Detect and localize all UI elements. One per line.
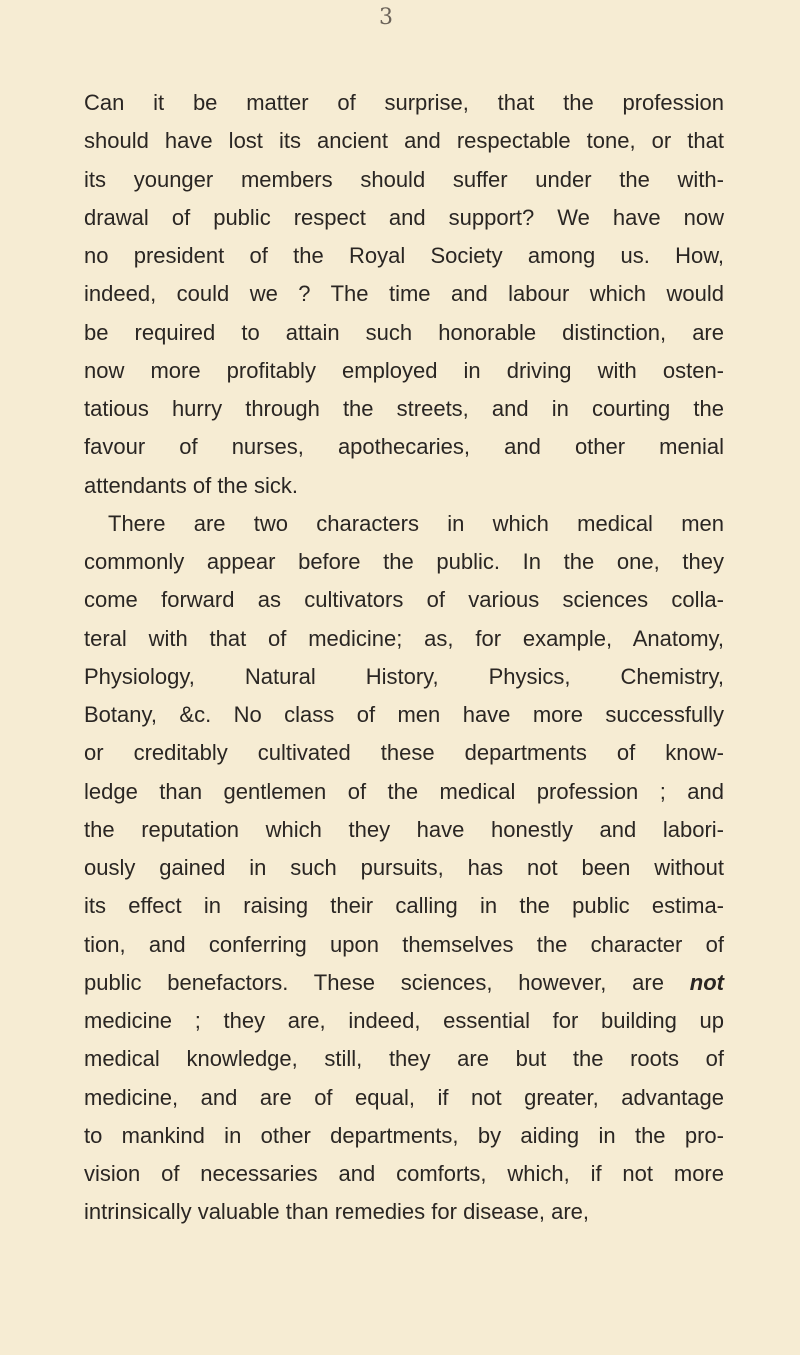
text-line: medicine ; they are, indeed, essential for building up — [84, 1008, 724, 1033]
text-line: its effect in raising their calling in the public estima- — [84, 893, 724, 919]
text-line: Botany, &c. No class of men have more successfully — [84, 702, 724, 727]
text-line: favour of nurses, apothecaries, and other menial — [84, 434, 724, 460]
text-segment: public benefactors. These sciences, however, are — [84, 969, 664, 995]
text-line: medical knowledge, still, they are but the roots of — [84, 1046, 724, 1072]
page-number: 3 — [379, 5, 393, 30]
text-line: Can it be matter of surprise, that the profession — [84, 90, 724, 115]
text-line: Physiology, Natural History, Physics, Chemistry, — [84, 663, 724, 689]
text-line: drawal of public respect and support? We have now — [84, 204, 724, 230]
text-line: to mankind in other departments, by aiding in the pro- — [84, 1122, 724, 1148]
text-line: be required to attain such honorable distinction, are — [84, 319, 724, 345]
text-line: no president of the Royal Society among us. How, — [84, 243, 724, 268]
text-line-with-emphasis — [84, 964, 724, 1002]
text-line: come forward as cultivators of various sciences colla- — [84, 587, 724, 613]
text-line: vision of necessaries and comforts, which, if not more — [84, 1161, 724, 1186]
text-line: ously gained in such pursuits, has not been without — [84, 855, 724, 880]
body-text — [84, 84, 724, 1232]
text-line: or creditably cultivated these departments of know- — [84, 740, 724, 766]
text-line: intrinsically valuable than remedies for disease, are, — [84, 1199, 590, 1225]
text-line: There are two characters in which medical men — [108, 510, 724, 536]
emphasis-word: not — [689, 969, 724, 995]
text-line: tion, and conferring upon themselves the character of — [84, 931, 724, 957]
text-line: attendants of the sick. — [84, 472, 299, 498]
text-line: the reputation which they have honestly and labori- — [84, 816, 724, 842]
text-line: now more profitably employed in driving with osten- — [84, 357, 724, 383]
text-line: ledge than gentlemen of the medical profession ; and — [84, 778, 724, 804]
text-line: teral with that of medicine; as, for example, Anatomy, — [84, 625, 724, 651]
text-line: its younger members should suffer under the with- — [84, 166, 724, 192]
text-line: should have lost its ancient and respectable tone, or that — [84, 128, 724, 154]
text-line: tatious hurry through the streets, and in courting the — [84, 396, 724, 421]
text-line: medicine, and are of equal, if not greater, advantage — [84, 1084, 724, 1110]
text-line: commonly appear before the public. In the one, they — [84, 549, 724, 574]
text-line: indeed, could we ? The time and labour which would — [84, 281, 724, 307]
